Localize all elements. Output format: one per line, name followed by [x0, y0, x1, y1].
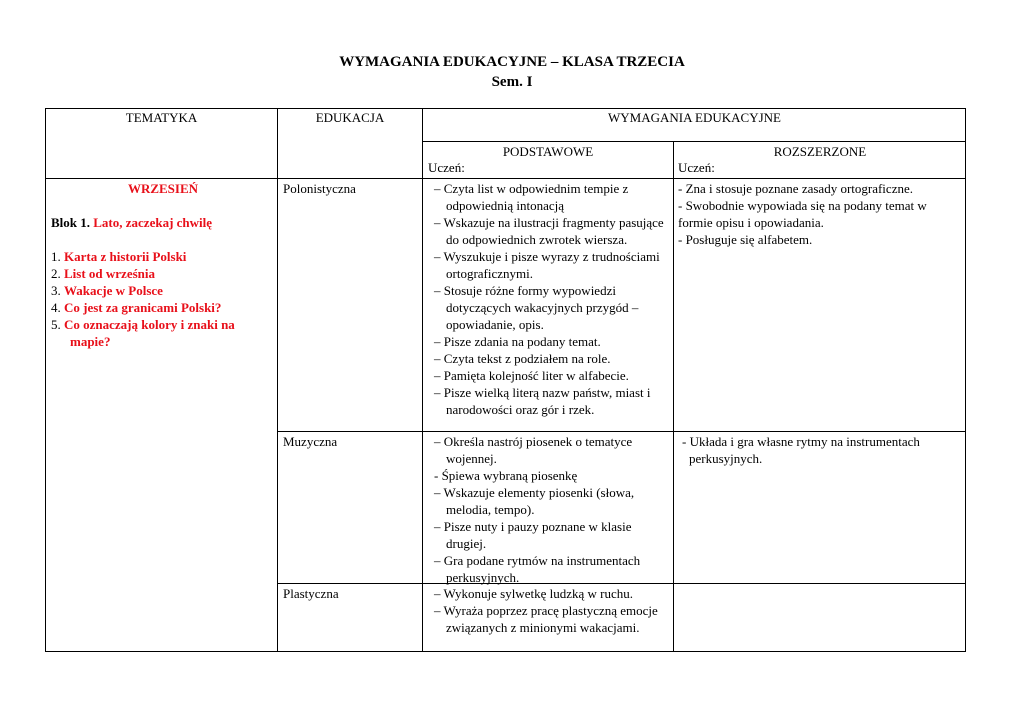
requirement-item: - Układa i gra własne rytmy na instrumentach perkusyjnych. [682, 434, 920, 466]
requirement-item: – Stosuje różne formy wypowiedzi dotyczących wakacyjnych przygód – opowiadanie, opis. [434, 283, 639, 332]
topic-number: 4. [51, 300, 61, 315]
row-divider-muzyczna [277, 431, 966, 432]
requirement-item: – Pamięta kolejność liter w alfabecie. [434, 368, 629, 383]
requirement-item: - Zna i stosuje poznane zasady ortograficzne. [678, 181, 913, 196]
edukacja-plastyczna: Plastyczna [283, 586, 339, 601]
podstawowe-polonistyczna [428, 180, 672, 418]
document-subtitle: Sem. I [491, 74, 533, 90]
topic-text: Karta z historii Polski [64, 249, 187, 264]
header-tematyka: TEMATYKA [125, 110, 198, 125]
tematyka-cell [51, 180, 275, 350]
block-title: Lato, zaczekaj chwilę [93, 215, 213, 230]
topic-text: Co jest za granicami Polski? [64, 300, 222, 315]
list-item [51, 316, 275, 333]
requirement-item: – Wyszukuje i pisze wyrazy z trudnościami ortograficznymi. [434, 249, 660, 281]
topic-number: 2. [51, 266, 61, 281]
requirement-item: – Czyta tekst z podziałem na role. [434, 351, 611, 366]
row-divider-header [45, 178, 966, 179]
header-edukacja: EDUKACJA [315, 110, 385, 125]
document-title: WYMAGANIA EDUKACYJNE – KLASA TRZECIA [339, 54, 685, 70]
rozszerzone-muzyczna [682, 433, 962, 467]
requirement-item: – Pisze zdania na podany temat. [434, 334, 601, 349]
podstawowe-muzyczna [428, 433, 672, 586]
header-uczen-rozszerzone: Uczeń: [678, 160, 715, 175]
requirement-item: – Określa nastrój piosenek o tematyce wojennej. [434, 434, 633, 466]
requirement-item: – Pisze wielką literą nazw państw, miast i narodowości oraz gór i rzek. [434, 385, 651, 417]
topic-number: 1. [51, 249, 61, 264]
rozszerzone-polonistyczna [678, 180, 962, 248]
requirement-item: - Swobodnie wypowiada się na podany temat w formie opisu i opowiadania. [678, 198, 927, 230]
edukacja-polonistyczna: Polonistyczna [283, 181, 356, 196]
header-podstawowe: PODSTAWOWE [502, 144, 594, 159]
month-label: WRZESIEŃ [127, 181, 199, 196]
list-item [51, 299, 275, 316]
header-wymagania: WYMAGANIA EDUKACYJNE [608, 110, 781, 125]
list-item [51, 248, 275, 265]
requirement-item: - Posługuje się alfabetem. [678, 232, 813, 247]
topic-text: Co oznaczają kolory i znaki na [64, 317, 235, 332]
requirement-item: - Śpiewa wybraną piosenkę [434, 468, 578, 483]
header-rozszerzone: ROZSZERZONE [773, 144, 867, 159]
topic-number: 5. [51, 317, 61, 332]
col-divider-1 [277, 108, 278, 652]
col-divider-3 [673, 141, 674, 652]
requirement-item: – Wykonuje sylwetkę ludzką w ruchu. [434, 586, 633, 601]
podstawowe-plastyczna [428, 585, 672, 636]
header-uczen-podstawowe: Uczeń: [428, 160, 465, 175]
list-item [51, 282, 275, 299]
requirement-item: – Czyta list w odpowiednim tempie z odpowiednią intonacją [434, 181, 629, 213]
topic-list [51, 248, 275, 350]
requirement-item: – Gra podane rytmów na instrumentach perkusyjnych. [434, 553, 641, 585]
requirement-item: – Wskazuje na ilustracji fragmenty pasujące do odpowiednich zwrotek wiersza. [434, 215, 664, 247]
row-divider-subheader [422, 141, 966, 142]
edukacja-muzyczna: Muzyczna [283, 434, 338, 449]
list-item [51, 265, 275, 282]
topic-text-continued: mapie? [70, 334, 111, 349]
block-prefix: Blok 1. [51, 215, 91, 230]
topic-text: List od września [64, 266, 155, 281]
requirement-item: – Wyraża poprzez pracę plastyczną emocje związanych z minionymi wakacjami. [434, 603, 658, 635]
col-divider-2 [422, 108, 423, 652]
block-heading [51, 214, 275, 231]
topic-text: Wakacje w Polsce [64, 283, 163, 298]
topic-number: 3. [51, 283, 61, 298]
requirement-item: – Wskazuje elementy piosenki (słowa, melodia, tempo). [434, 485, 635, 517]
requirement-item: – Pisze nuty i pauzy poznane w klasie drugiej. [434, 519, 632, 551]
